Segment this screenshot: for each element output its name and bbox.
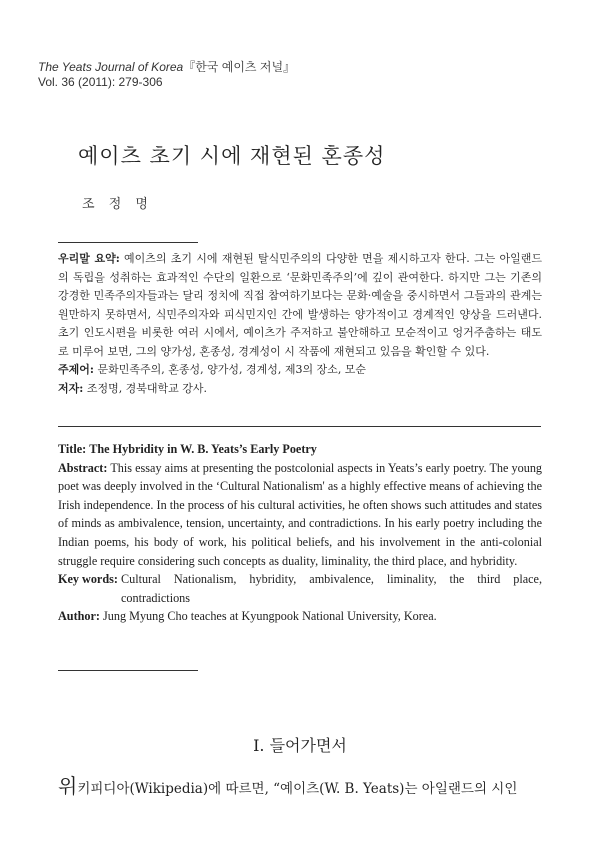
english-author-text: Jung Myung Cho teaches at Kyungpook National University, Korea. bbox=[103, 609, 437, 624]
journal-name bbox=[38, 60, 295, 75]
body-first-line-text: 키피디아(Wikipedia)에 따르면, “예이츠(W. B. Yeats)는 아일랜드의 시인 bbox=[77, 781, 518, 797]
korean-abstract-text: 예이츠의 초기 시에 재현된 탈식민주의의 다양한 면을 제시하고자 한다. 그는 아일랜드의 독립을 성취하는 효과적인 수단의 일환으로 ‘문화민족주의’에 깊이 관여한다. 하지만 그는 기존의 강경한 민족주의자들과는 달리 정치에 직접 참여하기보다는 문화·예술을 중시하면서 그들과의 관계는 원만하지 못하면서, 식민주의자와 피식민지인 간에 발생하는 양가적이고 경계적인 양상을 드러낸다. 초기 인도시편을 비롯한 여러 시에서, 예이츠가 주저하고 불안해하고 모순적이고 엉거주춤하는 태도로 미루어 보면, 그의 양가성, 혼종성, 경계성이 시 작품에 재현되고 있음을 확인할 수 있다. bbox=[58, 252, 542, 358]
korean-author-label: 저자: bbox=[58, 381, 84, 395]
english-title-label: Title: bbox=[58, 442, 87, 456]
paper-title: 예이츠 초기 시에 재현된 혼종성 bbox=[78, 144, 386, 168]
journal-name-en: The Yeats Journal of Korea bbox=[38, 60, 184, 74]
journal-header bbox=[38, 60, 295, 90]
paper-author: 조 정 명 bbox=[82, 197, 153, 212]
korean-keywords-label: 주제어: bbox=[58, 363, 94, 376]
english-abstract-text: This essay aims at presenting the postcolonial aspects in Yeats’s early poetry. The young poet was deeply involved in the ‘Cultural Nationalism' as a highly effective means of achieving the Irish independence. In the process of his cultural activities, he often shows such attitudes and states of minds as ambivalence, tension, uncertainty, and contradictions. In his early poetry including the Indian poems, his body of work, his political beliefs, and his involvement in the anti-colonial struggle require considering such concepts as duality, liminality, the third place, and hybridity. bbox=[58, 460, 543, 568]
korean-author bbox=[58, 380, 542, 399]
drop-cap: 위 bbox=[58, 774, 78, 798]
english-title-text: The Hybridity in W. B. Yeats’s Early Poetry bbox=[89, 442, 317, 456]
korean-keywords bbox=[58, 361, 542, 380]
english-author bbox=[58, 607, 542, 626]
english-author-label: Author: bbox=[58, 609, 100, 624]
english-keywords-label: Key words: bbox=[58, 572, 118, 587]
english-title bbox=[58, 440, 542, 459]
journal-name-ko: 『한국 예이츠 저널』 bbox=[183, 60, 296, 74]
divider-rule bbox=[58, 242, 198, 243]
english-keywords bbox=[58, 570, 542, 607]
korean-keywords-text: 문화민족주의, 혼종성, 양가성, 경계성, 제3의 장소, 모순 bbox=[97, 363, 367, 376]
english-keywords-text: Cultural Nationalism, hybridity, ambivalence, liminality, the third place, contradictions bbox=[120, 572, 542, 605]
korean-abstract bbox=[58, 250, 542, 398]
english-abstract-body bbox=[58, 459, 542, 571]
english-abstract bbox=[58, 440, 542, 626]
english-abstract-label: Abstract: bbox=[58, 460, 108, 475]
body-first-line bbox=[58, 770, 558, 799]
korean-author-text: 조정명, 경북대학교 강사. bbox=[86, 381, 208, 395]
section-heading: I. 들어가면서 bbox=[253, 736, 347, 755]
journal-volume: Vol. 36 (2011): 279-306 bbox=[38, 75, 163, 89]
divider-rule bbox=[58, 426, 541, 427]
korean-abstract-label: 우리말 요약: bbox=[58, 252, 120, 265]
korean-abstract-body bbox=[58, 250, 542, 361]
divider-rule bbox=[58, 670, 198, 671]
